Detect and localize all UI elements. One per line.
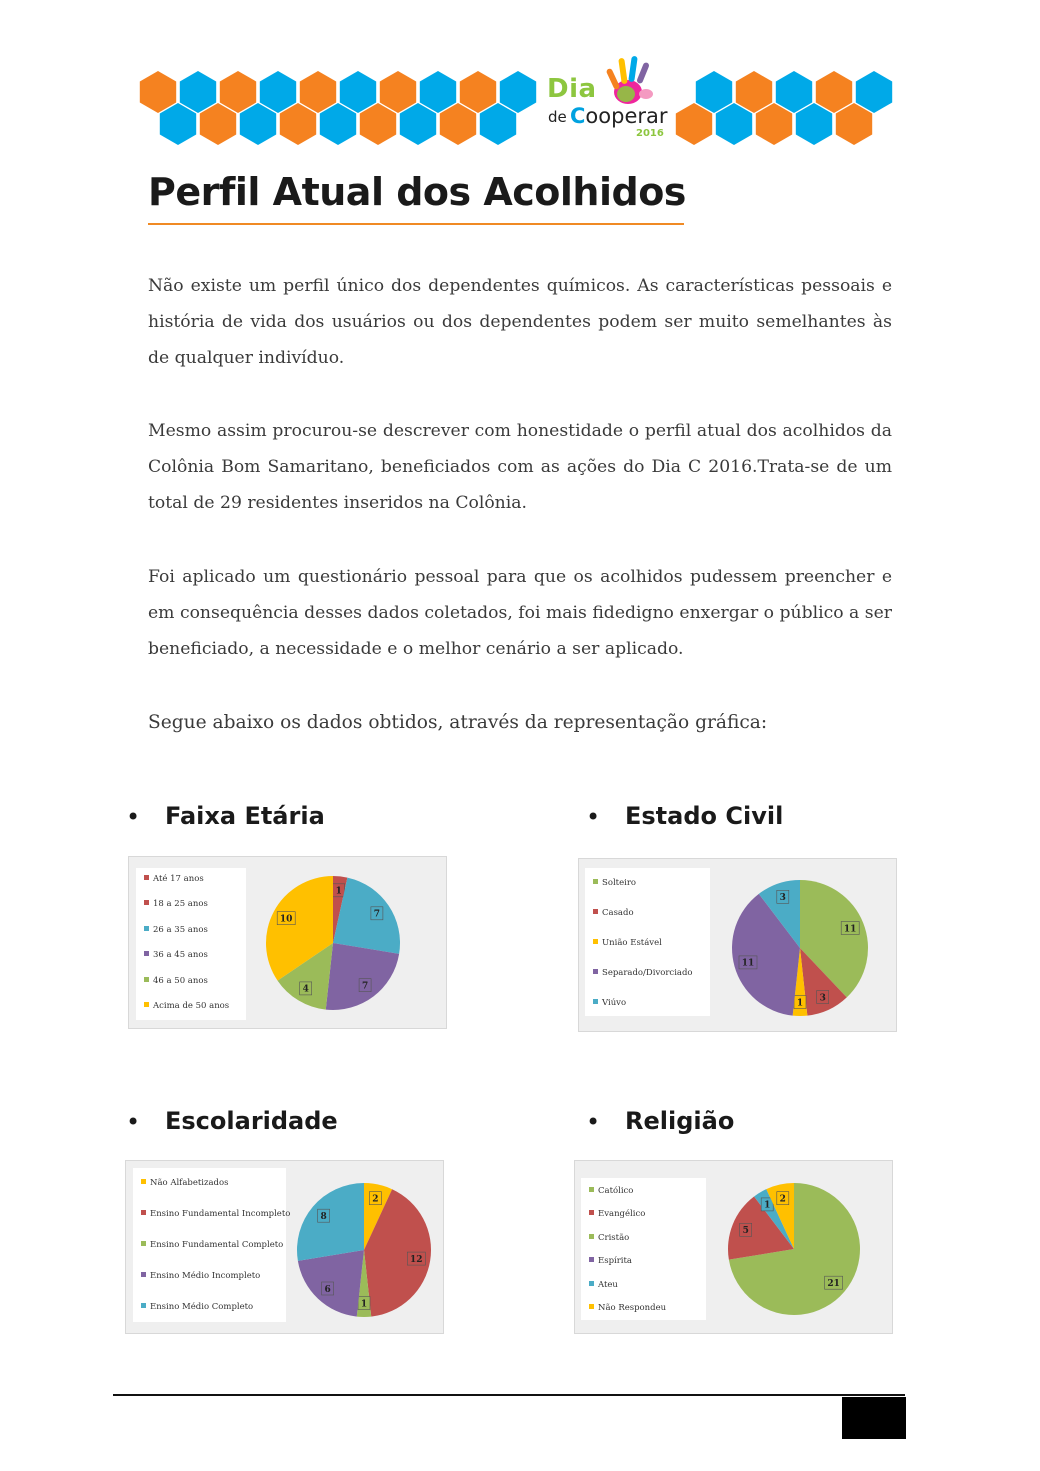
banner-hexagon	[480, 103, 516, 145]
legend-label: 36 a 45 anos	[153, 950, 208, 960]
legend-item	[589, 1280, 618, 1290]
pie-religiao	[727, 1181, 867, 1321]
legend-label: Espírita	[598, 1256, 632, 1266]
legend-swatch	[144, 1002, 149, 1007]
legend-swatch	[593, 969, 598, 974]
data-label: 7	[373, 909, 381, 920]
chart-legend	[136, 868, 246, 1020]
banner-hexagon	[220, 71, 256, 113]
legend-item	[141, 1209, 290, 1219]
data-label: 1	[796, 998, 804, 1009]
banner-hexagon	[400, 103, 436, 145]
banner-hexagon	[500, 71, 536, 113]
chart-legend	[581, 1178, 706, 1320]
heading-estado-civil: Estado Civil	[625, 802, 784, 830]
legend-item	[589, 1303, 666, 1313]
legend-swatch	[589, 1257, 594, 1262]
legend-label: Evangélico	[598, 1209, 646, 1219]
legend-item	[144, 976, 208, 986]
footer-rule	[113, 1394, 905, 1396]
banner-hexagon	[280, 103, 316, 145]
legend-swatch	[144, 951, 149, 956]
legend-swatch	[144, 900, 149, 905]
heading-religiao: Religião	[625, 1107, 735, 1135]
legend-item	[144, 950, 208, 960]
logo-de-text: de	[548, 108, 567, 126]
legend-label: Ateu	[598, 1280, 618, 1290]
legend-swatch	[144, 875, 149, 880]
legend-swatch	[593, 939, 598, 944]
title-underline	[148, 223, 684, 225]
logo-dia-text: Dia	[547, 74, 597, 104]
legend-swatch	[589, 1304, 594, 1309]
legend-swatch	[144, 977, 149, 982]
banner-hexagon	[736, 71, 772, 113]
legend-swatch	[589, 1234, 594, 1239]
data-label: 7	[361, 981, 369, 992]
banner-hexagon	[140, 71, 176, 113]
legend-item	[144, 1001, 229, 1011]
banner-hexagon	[320, 103, 356, 145]
banner-hexagon	[796, 103, 832, 145]
pie-slice	[297, 1183, 364, 1261]
legend-swatch	[589, 1210, 594, 1215]
banner-hexagon	[716, 103, 752, 145]
legend-label: Ensino Fundamental Incompleto	[150, 1209, 291, 1219]
legend-swatch	[589, 1281, 594, 1286]
heading-faixa-etaria: Faixa Etária	[165, 802, 325, 830]
data-label: 21	[827, 1279, 840, 1289]
legend-item	[589, 1256, 632, 1266]
legend-item	[144, 925, 208, 935]
banner-hexagon	[340, 71, 376, 113]
legend-swatch	[593, 879, 598, 884]
legend-swatch	[141, 1179, 146, 1184]
logo-cooperar-rest: ooperar	[585, 104, 668, 128]
legend-swatch	[593, 909, 598, 914]
banner-hexagon	[180, 71, 216, 113]
paragraph-intro: Não existe um perfil único dos dependentes químicos. As características pessoais e história de vida dos usuários ou dos dependentes podem ser muito semelhantes às de qualquer indivíduo.	[148, 276, 892, 368]
banner-hexagon	[676, 103, 712, 145]
data-label: 1	[764, 1200, 771, 1211]
banner-hexagon	[756, 103, 792, 145]
chart-legend	[133, 1168, 291, 1322]
legend-item	[144, 899, 208, 909]
legend-label: Católico	[598, 1186, 634, 1196]
legend-item	[589, 1186, 633, 1196]
paragraph-profile: Mesmo assim procurou-se descrever com honestidade o perfil atual dos acolhidos da Colônia Bom Samaritano, beneficiados com as ações do Dia C 2016.Trata-se de um total de 29 residentes inseridos na Colônia.	[148, 421, 892, 513]
legend-swatch	[144, 926, 149, 931]
pie-estado-civil	[731, 879, 871, 1019]
legend-label: 46 a 50 anos	[153, 976, 208, 986]
bullet-estado-civil: •	[586, 803, 601, 831]
heading-escolaridade: Escolaridade	[165, 1107, 338, 1135]
paragraph-questionnaire: Foi aplicado um questionário pessoal para que os acolhidos pudessem preencher e em consequência desses dados coletados, foi mais fidedigno enxergar o público a ser beneficiado, a necessidade e o melhor cenário a ser aplicado.	[148, 567, 892, 659]
banner-hexagon	[420, 71, 456, 113]
banner-hexagon	[240, 103, 276, 145]
legend-swatch	[141, 1272, 146, 1277]
legend-label: Ensino Fundamental Completo	[150, 1240, 284, 1250]
pie-faixa-etaria	[265, 875, 405, 1015]
legend-label: Ensino Médio Incompleto	[150, 1271, 261, 1281]
legend-label: Acima de 50 anos	[153, 1001, 230, 1011]
chart-estado-civil	[578, 858, 897, 1032]
legend-swatch	[141, 1241, 146, 1246]
data-label: 3	[779, 893, 786, 904]
legend-item	[589, 1209, 645, 1219]
page-title: Perfil Atual dos Acolhidos	[148, 170, 686, 214]
data-label: 1	[335, 886, 342, 897]
chart-legend	[585, 868, 710, 1016]
data-label: 2	[372, 1194, 379, 1205]
bullet-escolaridade: •	[126, 1108, 141, 1136]
data-label: 8	[320, 1212, 327, 1222]
data-label: 2	[779, 1194, 786, 1205]
logo-c-letter: C	[570, 104, 586, 128]
legend-swatch	[593, 999, 598, 1004]
legend-item	[141, 1302, 253, 1312]
legend-item	[593, 938, 662, 948]
page-number-box	[842, 1397, 906, 1439]
legend-item	[141, 1271, 260, 1281]
legend-item	[593, 968, 693, 978]
legend-label: 26 a 35 anos	[153, 925, 208, 935]
data-label: 11	[843, 924, 857, 935]
legend-swatch	[589, 1187, 594, 1192]
data-label: 4	[302, 984, 309, 995]
data-label: 11	[741, 958, 755, 969]
bullet-religiao: •	[586, 1108, 601, 1136]
legend-swatch	[141, 1210, 146, 1215]
banner-hexagon	[836, 103, 872, 145]
legend-label: Não Respondeu	[598, 1303, 667, 1313]
bullet-faixa-etaria: •	[126, 803, 141, 831]
legend-item	[144, 874, 204, 884]
legend-item	[141, 1178, 228, 1188]
paragraph-graphs-intro: Segue abaixo os dados obtidos, através da representação gráfica:	[148, 712, 768, 733]
banner-hexagon	[360, 103, 396, 145]
chart-escolaridade	[125, 1160, 444, 1334]
banner-hexagon	[380, 71, 416, 113]
legend-item	[593, 998, 626, 1008]
chart-faixa-etaria	[128, 856, 447, 1029]
legend-item	[593, 908, 634, 918]
banner-hexagon	[200, 103, 236, 145]
legend-label: Cristão	[598, 1233, 630, 1243]
banner-hexagon	[856, 71, 892, 113]
data-label: 10	[279, 914, 293, 925]
legend-swatch	[141, 1303, 146, 1308]
legend-label: Até 17 anos	[153, 874, 204, 884]
banner-hexagon	[440, 103, 476, 145]
banner-hexagon	[816, 71, 852, 113]
logo-hand-icon	[596, 50, 658, 114]
legend-label: Viúvo	[602, 998, 627, 1008]
banner-hexagon	[460, 71, 496, 113]
legend-label: Não Alfabetizados	[150, 1178, 229, 1188]
banner-hexagon	[160, 103, 196, 145]
legend-label: Ensino Médio Completo	[150, 1302, 254, 1312]
chart-religiao	[574, 1160, 893, 1334]
banner-hexagon	[696, 71, 732, 113]
legend-label: Casado	[602, 908, 634, 918]
legend-label: 18 a 25 anos	[153, 899, 208, 909]
data-label: 1	[360, 1299, 368, 1310]
banner-hexagon	[776, 71, 812, 113]
pie-escolaridade	[296, 1182, 436, 1322]
data-label: 3	[819, 993, 826, 1004]
banner-hexagon	[260, 71, 296, 113]
pie-slice	[326, 943, 399, 1010]
legend-label: União Estável	[602, 938, 662, 948]
legend-item	[141, 1240, 283, 1250]
data-label: 12	[410, 1254, 423, 1265]
legend-label: Separado/Divorciado	[602, 968, 693, 978]
banner-hexagon	[300, 71, 336, 113]
logo-year: 2016	[636, 128, 664, 139]
legend-label: Solteiro	[602, 878, 637, 888]
data-label: 6	[324, 1284, 331, 1295]
legend-item	[593, 878, 636, 888]
data-label: 5	[742, 1226, 749, 1237]
header-banner	[136, 48, 896, 148]
legend-item	[589, 1233, 629, 1243]
